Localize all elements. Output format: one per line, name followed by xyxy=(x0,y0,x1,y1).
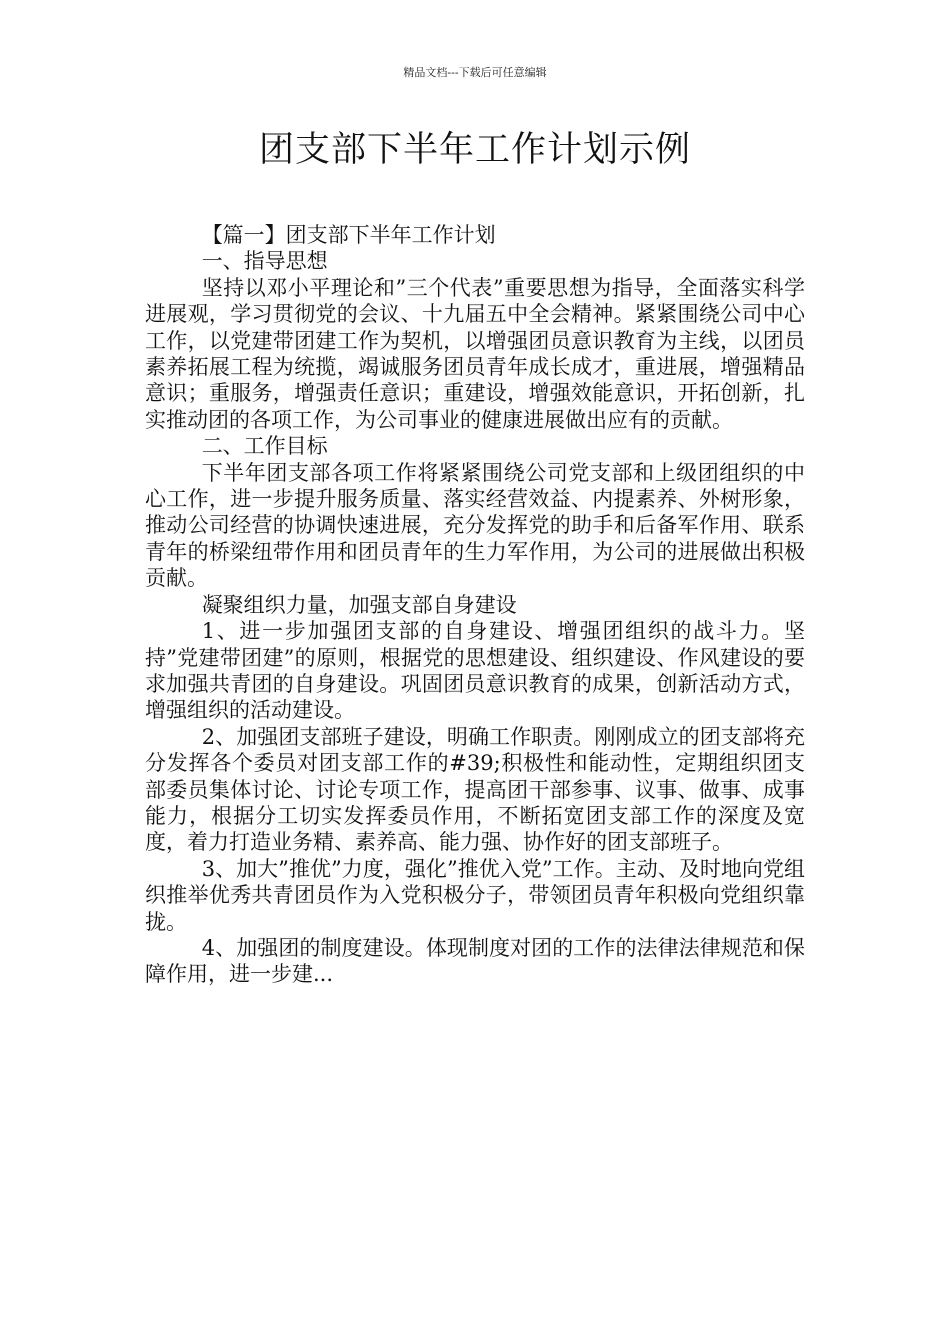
paragraph-guiding-thought: 坚持以邓小平理论和”三个代表”重要思想为指导，全面落实科学进展观，学习贯彻党的会议、十九届五中全会精神。紧紧围绕公司中心工作，以党建带团建工作为契机，以增强团员意识教育为主线，以团员素养拓展工程为统揽，竭诚服务团员青年成长成才，重进展，增强精品意识；重服务，增强责任意识；重建设，增强效能意识，开拓创新，扎实推动团的各项工作，为公司事业的健康进展做出应有的贡献。 xyxy=(145,275,805,432)
paragraph-work-goals: 下半年团支部各项工作将紧紧围绕公司党支部和上级团组织的中心工作，进一步提升服务质量、落实经营效益、内提素养、外树形象，推动公司经营的协调快速进展，充分发挥党的助手和后备军作用、联系青年的桥梁纽带作用和团员青年的生力军作用，为公司的进展做出积极贡献。 xyxy=(145,460,805,591)
list-item-4: 4、加强团的制度建设。体现制度对团的工作的法律法律规范和保障作用，进一步建... xyxy=(145,935,805,987)
list-item-1: 1、进一步加强团支部的自身建设、增强团组织的战斗力。坚持”党建带团建”的原则，根据党的思想建设、组织建设、作风建设的要求加强共青团的自身建设。巩固团员意识教育的成果，创新活动方式，增强组织的活动建设。 xyxy=(145,619,805,723)
section-heading-work-goals: 二、工作目标 xyxy=(201,434,328,459)
document-title: 团支部下半年工作计划示例 xyxy=(258,130,691,170)
page-header: 精品文档---下载后可任意编辑 xyxy=(403,66,547,79)
section-heading-guiding-thought: 一、指导思想 xyxy=(201,249,328,274)
document-body xyxy=(145,222,805,988)
subheading-organization-building: 凝聚组织力量，加强支部自身建设 xyxy=(201,592,517,617)
list-item-3: 3、加大”推优”力度，强化”推优入党”工作。主动、及时地向党组织推举优秀共青团员作为入党积极分子，带领团员青年积极向党组织靠拢。 xyxy=(145,856,805,934)
section-heading-part-one: 【篇一】团支部下半年工作计划 xyxy=(201,223,496,247)
list-item-2: 2、加强团支部班子建设，明确工作职责。刚刚成立的团支部将充分发挥各个委员对团支部工作的#39;积极性和能动性，定期组织团支部委员集体讨论、讨论专项工作，提高团干部参事、议事、做事、成事能力，根据分工切实发挥委员作用，不断拓宽团支部工作的深度及宽度，着力打造业务精、素养高、能力强、协作好的团支部班子。 xyxy=(145,724,805,855)
